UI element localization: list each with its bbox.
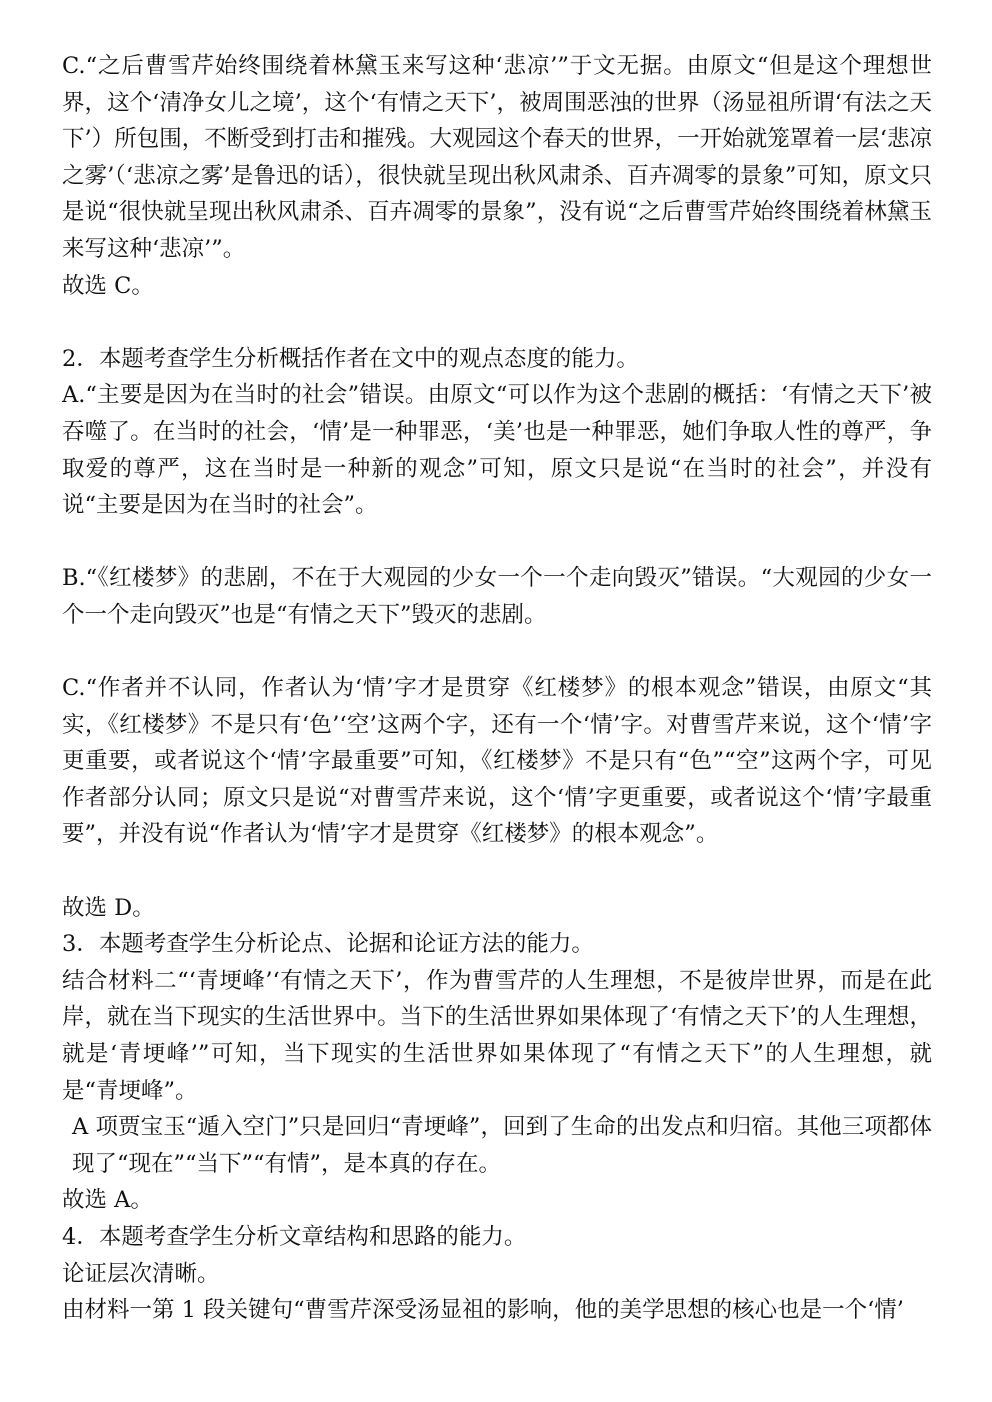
paragraph: 故选 D。: [62, 894, 155, 921]
paragraph: C.“之后曹雪芹始终围绕着林黛玉来写这种‘悲凉’”于文无据。由原文“但是这个理想世界，这个‘清净女儿之境’，这个‘有情之天下’，被周围恶浊的世界（汤显祖所谓‘有法之天下’）所包围，不断受到打击和摧残。大观园这个春天的世界，一开始就笼罩着一层‘悲凉之雾’（‘悲凉之雾’是鲁迅的话），很快就呈现出秋风肃杀、百卉凋零的景象”可知，原文只是说“很快就呈现出秋风肃杀、百卉凋零的景象”，没有说“之后曹雪芹始终围绕着林黛玉来写这种‘悲凉’”。: [62, 53, 932, 262]
paragraph: A.“主要是因为在当时的社会”错误。由原文“可以作为这个悲剧的概括：‘有情之天下’被吞噬了。在当时的社会，‘情’是一种罪恶，‘美’也是一种罪恶，她们争取人性的尊严，争取爱的尊严，这在当时是一种新的观念”可知，原文只是说“在当时的社会”，并没有说“主要是因为在当时的社会”。: [62, 382, 932, 519]
paragraph: 4．本题考查学生分析文章结构和思路的能力。: [62, 1224, 527, 1250]
paragraph: 故选 A。: [62, 1187, 153, 1214]
paragraph: 论证层次清晰。: [62, 1260, 220, 1287]
paragraph: 故选 C。: [62, 272, 154, 299]
paragraph: C.“作者并不认同，作者认为‘情’字才是贯穿《红楼梦》的根本观念”错误，由原文“其实，《红楼梦》不是只有‘色’‘空’这两个字，还有一个‘情’字。对曹雪芹来说，这个‘情’字更重要，或者说这个‘情’字最重要”可知，《红楼梦》不是只有“色”“空”这两个字，可见作者部分认同；原文只是说“对曹雪芹来说，这个‘情’字更重要，或者说这个‘情’字最重要”，并没有说“作者认为‘情’字才是贯穿《红楼梦》的根本观念”。: [62, 675, 932, 848]
paragraph: 由材料一第 1 段关键句“曹雪芹深受汤显祖的影响，他的美学思想的核心也是一个‘情’: [62, 1297, 904, 1324]
paragraph-gap: [62, 304, 932, 341]
paragraph: 2．本题考查学生分析概括作者在文中的观点态度的能力。: [62, 345, 639, 372]
paragraph: B.“《红楼梦》的悲剧，不在于大观园的少女一个一个走向毁灭”错误。“大观园的少女一个一个走向毁灭”也是“有情之天下”毁灭的悲剧。: [62, 565, 932, 628]
document-body: [62, 48, 932, 1329]
paragraph-gap: [62, 853, 932, 890]
paragraph: A 项贾宝玉“遁入空门”只是回归“青埂峰”，回到了生命的出发点和归宿。其他三项都体现了“现在”“当下”“有情”，是本真的存在。: [72, 1114, 932, 1177]
paragraph: 结合材料二“‘青埂峰’‘有情之天下’，作为曹雪芹的人生理想，不是彼岸世界，而是在此岸，就在当下现实的生活世界中。当下的生活世界如果体现了‘有情之天下’的人生理想，就是‘青埂峰’”可知，当下现实的生活世界如果体现了“有情之天下”的人生理想，就是“青埂峰”。: [62, 967, 932, 1104]
paragraph-gap: [62, 634, 932, 671]
paragraph-gap: [62, 524, 932, 561]
paragraph: 3．本题考查学生分析论点、论据和论证方法的能力。: [62, 931, 594, 958]
